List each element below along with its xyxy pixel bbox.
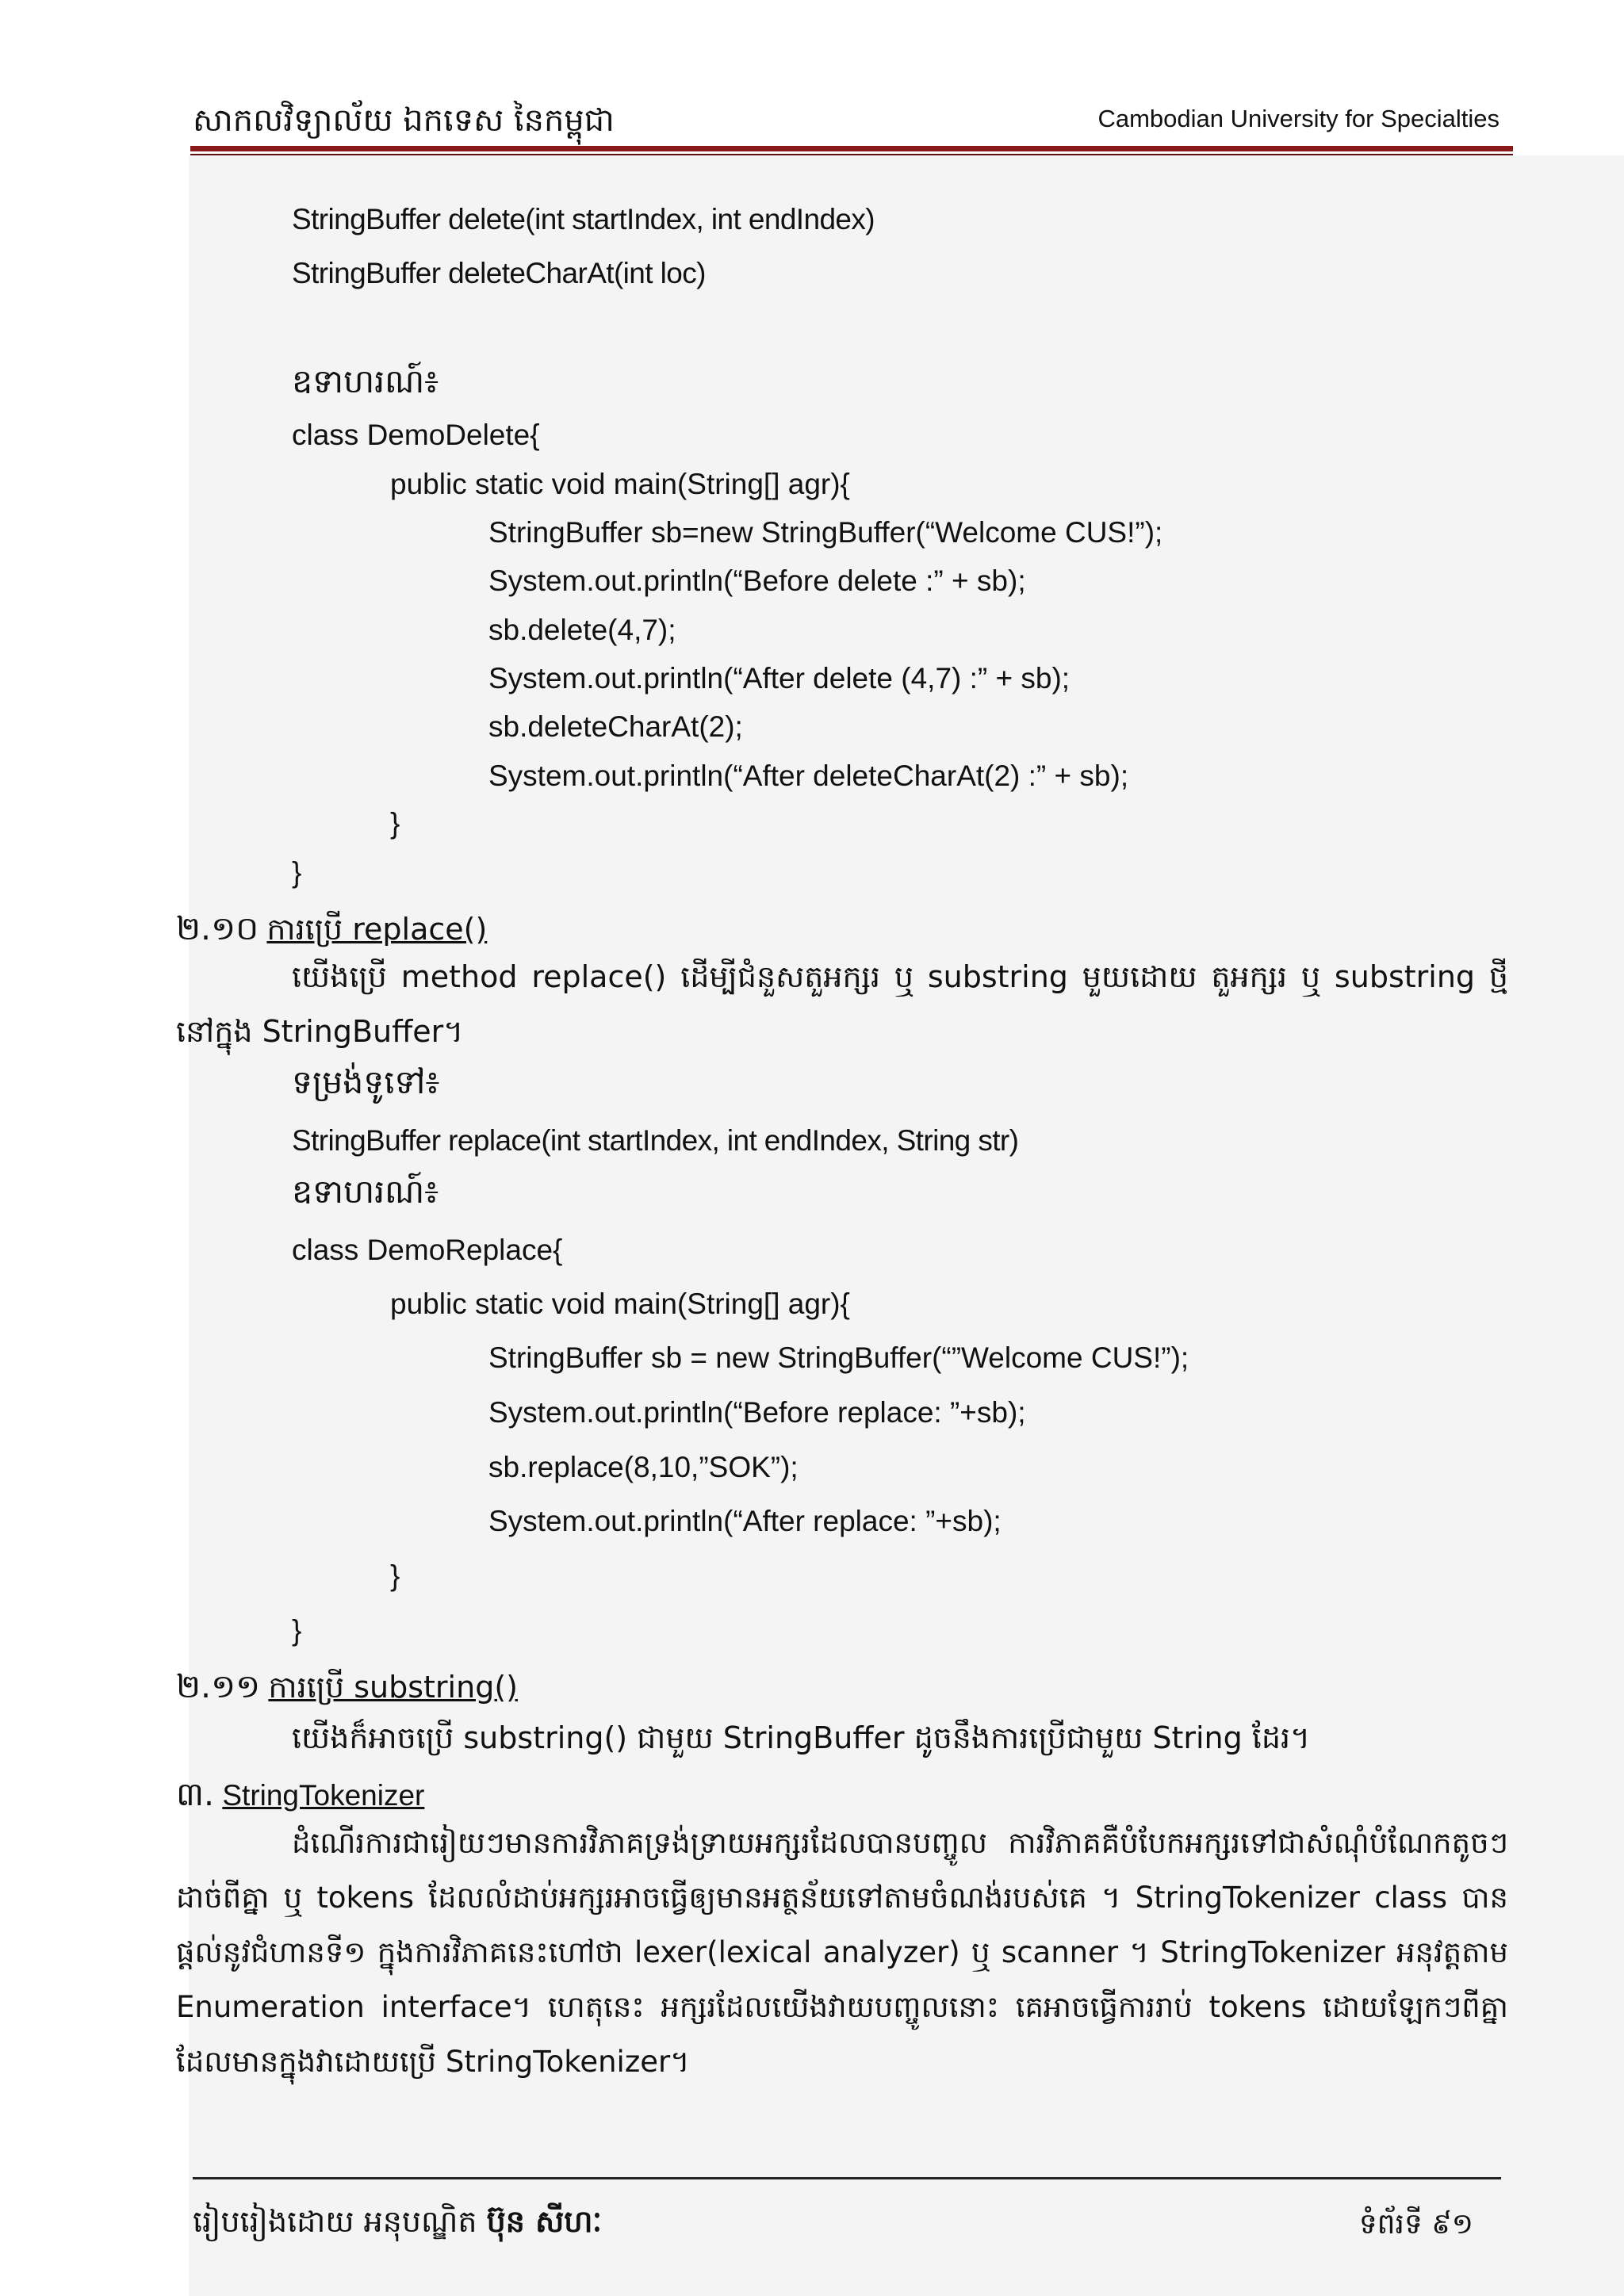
- code-line: }: [292, 1614, 302, 1647]
- footer-page-number: ទំព័រទី ៩១: [1358, 2208, 1473, 2241]
- section-heading-2-11: [176, 1667, 518, 1714]
- code-line: public static void main(String[] agr){: [390, 1288, 850, 1320]
- section-paragraph: ដំណើរការជារៀយៗមានការវិភាគទ្រង់ទ្រាយអក្សរដែលបានបញ្ចូល ការវិភាគគឺបំបែកអក្សរទៅជាសំណុំបំណែកតូចៗដាច់ពីគ្នា ឬ tokens ដែលលំដាប់អក្សរអាចធ្វើឲ្យមានអត្ថន័យទៅតាមចំណង់របស់គេ ។ StringTokenizer class បានផ្តល់នូវជំហានទី១ ក្នុងការវិភាគនេះហៅថា lexer(lexical analyzer) ឬ scanner ។ StringTokenizer អនុវត្តតាម Enumeration interface។ ហេតុនេះ អក្សរដែលយើងវាយបញ្ចូលនោះ គេអាចធ្វើការរាប់ tokens ដោយឡែកៗពីគ្នា ដែលមានក្នុងវាដោយប្រើ StringTokenizer។: [176, 1826, 1508, 2079]
- header-university-english: Cambodian University for Specialties: [1097, 105, 1500, 132]
- example-label: ឧទាហរណ៍៖: [292, 1173, 439, 1211]
- footer-prepared-by: រៀបរៀងដោយ អនុបណ្ឌិត ប៊ុន សីហៈ: [193, 2204, 603, 2239]
- code-line: System.out.println(“After replace: ”+sb);: [488, 1505, 1002, 1537]
- code-line: System.out.println(“After deleteCharAt(2) :” + sb);: [488, 760, 1129, 792]
- example-label: ឧទាហរណ៍៖: [292, 362, 439, 400]
- section-number: ៣.: [176, 1775, 215, 1813]
- code-line: System.out.println(“After delete (4,7) :” + sb);: [488, 662, 1071, 695]
- section-heading-2-10: [176, 909, 487, 956]
- code-line: System.out.println(“Before delete :” + sb);: [488, 564, 1026, 597]
- code-line: sb.delete(4,7);: [488, 614, 676, 646]
- section-heading-3: [176, 1774, 424, 1822]
- header-rule-thin: [190, 154, 1513, 155]
- code-line: class DemoDelete{: [292, 419, 540, 451]
- code-line: }: [390, 1559, 400, 1592]
- code-line: sb.deleteCharAt(2);: [488, 710, 743, 743]
- section-paragraph: យើងប្រើ method replace() ដើម្បីជំនួសតួអក្សរ ឬ substring មួយដោយ តួអក្សរ ឬ substring ថ្មី នៅក្នុង StringBuffer។: [176, 959, 1508, 1049]
- section-number: ២.១០: [176, 909, 259, 947]
- code-line: StringBuffer sb = new StringBuffer(“”Welcome CUS!”);: [488, 1341, 1189, 1374]
- section-title: ការប្រើ replace(): [266, 912, 488, 947]
- header-university-khmer: សាកលវិទ្យាល័យ ឯកទេស នៃកម្ពុជា: [193, 102, 615, 139]
- header-rule: [190, 146, 1513, 151]
- footer-author: ប៊ុន សីហៈ: [486, 2204, 603, 2239]
- section-title: ការប្រើ substring(): [268, 1670, 518, 1705]
- section-number: ២.១១: [176, 1667, 261, 1705]
- section-title: StringTokenizer: [222, 1779, 425, 1812]
- code-line: }: [390, 807, 400, 840]
- section-paragraph: យើងក៏អាចប្រើ substring() ជាមួយ StringBuffer ដូចនឹងការប្រើជាមួយ String ដែរ។: [292, 1720, 1311, 1755]
- signature-delete: StringBuffer delete(int startIndex, int endIndex): [292, 203, 875, 235]
- code-line: class DemoReplace{: [292, 1234, 563, 1266]
- code-line: StringBuffer sb=new StringBuffer(“Welcome CUS!”);: [488, 516, 1163, 549]
- code-line: }: [292, 856, 302, 889]
- signature-deletecharat: StringBuffer deleteCharAt(int loc): [292, 257, 706, 289]
- general-form-label: ទម្រង់ទូទៅ៖: [292, 1063, 440, 1101]
- footer-rule: [193, 2177, 1501, 2179]
- signature-replace: StringBuffer replace(int startIndex, int endIndex, String str): [292, 1124, 1019, 1157]
- code-line: sb.replace(8,10,”SOK”);: [488, 1451, 799, 1483]
- code-line: public static void main(String[] agr){: [390, 468, 850, 500]
- code-line: System.out.println(“Before replace: ”+sb);: [488, 1396, 1026, 1429]
